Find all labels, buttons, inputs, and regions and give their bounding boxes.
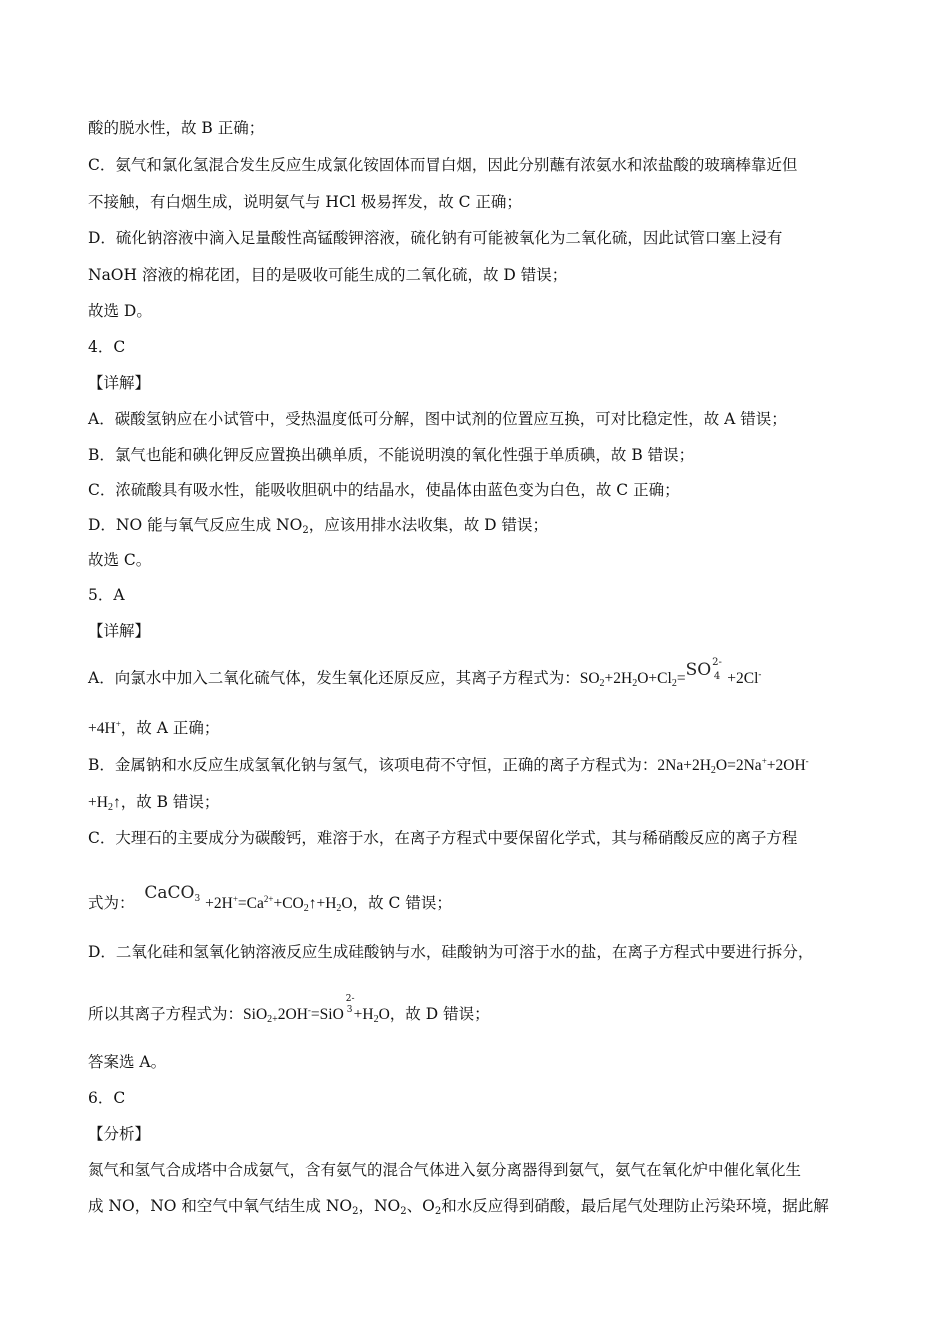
text-segment: D．NO 能与氧气反应生成 NO [88,516,303,534]
silicate-charge: 2- 3 [345,994,355,1015]
text-line [88,718,219,739]
text-line: B．氯气也能和碘化钾反应置换出碘单质，不能说明溴的氧化性强于单质碘，故 B 错误； [88,446,695,464]
text-line: 故选 C。 [88,551,152,569]
text-line: 答案选 A。 [88,1053,167,1071]
text-line: 不接触，有白烟生成，说明氨气与 HCl 极易挥发，故 C 正确； [88,193,522,211]
section-tag: 【详解】 [88,622,151,640]
text-line [88,755,809,776]
text-segment: B．金属钠和水反应生成氢氧化钠与氢气，该项电荷不守恒，正确的离子方程式为： [88,756,658,774]
equation: SiO$_{2+}$2OH-=SiO [243,1005,344,1025]
text-line [88,792,219,813]
equation: +2Cl- [727,669,762,687]
text-segment: 所以其离子方程式为： [88,1005,244,1023]
section-tag: 【分析】 [88,1125,151,1143]
text-segment: ，应该用排水法收集，故 D 错误； [308,516,548,534]
text-line [88,994,490,1025]
text-segment: 、O [406,1197,435,1215]
text-line: 酸的脱水性，故 B 正确； [88,119,265,137]
text-segment: ，故 C 错误； [352,894,452,912]
section-tag: 【详解】 [88,374,151,392]
text-line [88,883,452,916]
text-line: C．氨气和氯化氢混合发生反应生成氯化铵固体而冒白烟，因此分别蘸有浓氨水和浓盐酸的玻璃棒靠近但 [88,156,798,174]
text-segment: A．向氯水中加入二氧化硫气体，发生氧化还原反应，其离子方程式为： [88,669,580,687]
text-segment: 成 NO，NO 和空气中氧气结生成 NO [88,1197,353,1215]
sulfate-formula: $SO^{2-}_4$ [685,657,722,682]
text-line: D．NO 能与氧气反应生成 $NO_2$，应该用排水法收集，故 D 错误； [88,516,548,536]
text-line: C．大理石的主要成分为碳酸钙，难溶于水，在离子方程式中要保留化学式，其与稀硝酸反应的离子方程 [88,829,798,847]
equation: $SO_2+2H_2O+Cl_2=$ [579,670,686,689]
text-line [88,657,762,691]
equation: +4H+ [88,719,121,737]
calcium-carbonate-formula: CaCO3 [144,883,201,904]
text-line: NaOH 溶液的棉花团，目的是吸收可能生成的二氧化硫，故 D 错误； [88,266,568,284]
text-line: D．二氧化硅和氢氧化钠溶液反应生成硅酸钠与水，硅酸钠为可溶于水的盐，在离子方程式中要进行拆分， [88,943,814,961]
text-line: 成 NO，NO 和空气中氧气结生成 $NO_2$，$NO_2$、$O_2$和水反应得到硝酸，最后尾气处理防止污染环境，据此解 [88,1197,829,1217]
equation: $+2H^+=Ca^{2+}+CO_2↑+H_2O$ [205,894,353,914]
text-segment: ，故 B 错误； [120,793,220,811]
text-line: 故选 D。 [88,302,152,320]
text-segment: ，故 A 正确； [120,719,220,737]
equation: $2Na+2H_2O=2Na^++2OH^-$ [657,756,809,776]
question-number: 6．C [88,1089,126,1107]
text-segment: ，NO [358,1197,401,1215]
text-segment: 和水反应得到硝酸，最后尾气处理防止污染环境，据此解 [441,1197,829,1215]
text-line: D．硫化钠溶液中滴入足量酸性高锰酸钾溶液，硫化钠有可能被氧化为二氧化硫，因此试管口塞上浸有 [88,229,783,247]
text-segment: ，故 D 错误； [389,1005,490,1023]
equation: $+H_2↑$ [88,794,121,813]
question-number: 4．C [88,338,126,356]
equation: $+H_2O$ [353,1006,390,1025]
text-segment: 式为： [88,894,135,912]
question-number: 5．A [88,586,125,604]
text-line: 氮气和氢气合成塔中合成氨气，含有氨气的混合气体进入氨分离器得到氨气，氨气在氧化炉中催化氧化生 [88,1161,802,1179]
text-line: A．碳酸氢钠应在小试管中，受热温度低可分解，图中试剂的位置应互换，可对比稳定性，故 A 错误； [88,410,787,428]
text-line: C．浓硫酸具有吸水性，能吸收胆矾中的结晶水，使晶体由蓝色变为白色，故 C 正确； [88,481,680,499]
